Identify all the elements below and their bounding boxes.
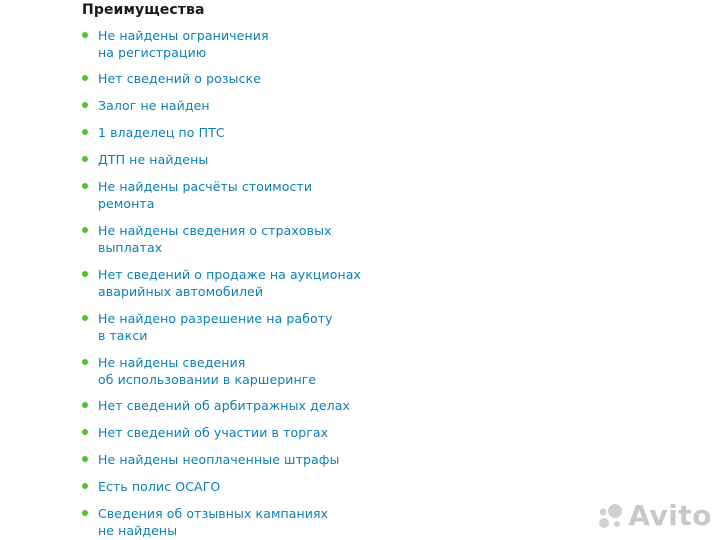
list-item <box>82 27 382 61</box>
bullet-icon <box>82 402 88 408</box>
item-line-2: ремонта <box>98 196 155 211</box>
item-line-1: Не найдено разрешение на работу <box>98 311 333 326</box>
avito-watermark <box>596 499 712 532</box>
item-line-2: в такси <box>98 328 148 343</box>
bullet-icon <box>82 75 88 81</box>
item-line-2: на регистрацию <box>98 45 207 60</box>
bullet-icon <box>82 102 88 108</box>
item-line-1: Нет сведений о розыске <box>98 71 262 86</box>
list-item <box>82 451 382 468</box>
bullet-icon <box>82 510 88 516</box>
list-item <box>82 124 382 141</box>
item-line-1: Не найдены расчёты стоимости <box>98 179 313 194</box>
bullet-icon <box>82 227 88 233</box>
list-item <box>82 478 382 495</box>
item-line-2: об использовании в каршеринге <box>98 372 317 387</box>
item-line-1: Есть полис ОСАГО <box>98 479 221 494</box>
list-item <box>82 151 382 168</box>
list-item <box>82 222 382 256</box>
list-item <box>82 178 382 212</box>
bullet-icon <box>82 156 88 162</box>
bullet-icon <box>82 483 88 489</box>
avito-logo-text: Avito <box>628 499 712 532</box>
bullet-icon <box>82 32 88 38</box>
list-item <box>82 397 382 414</box>
item-line-1: Не найдены сведения о страховых <box>98 223 332 238</box>
list-item <box>82 310 382 344</box>
item-line-1: 1 владелец по ПТС <box>98 125 225 140</box>
item-line-1: Нет сведений об участии в торгах <box>98 425 329 440</box>
list-item <box>82 266 382 300</box>
item-line-2: не найдены <box>98 523 178 538</box>
section-title: Преимущества <box>82 2 205 18</box>
list-item <box>82 354 382 388</box>
item-line-1: Не найдены сведения <box>98 355 246 370</box>
bullet-icon <box>82 271 88 277</box>
bullet-icon <box>82 315 88 321</box>
item-line-1: Нет сведений об арбитражных делах <box>98 398 350 413</box>
item-line-1: Не найдены ограничения <box>98 28 269 43</box>
list-item <box>82 97 382 114</box>
bullet-icon <box>82 183 88 189</box>
item-line-1: Залог не найден <box>98 98 210 113</box>
item-line-1: ДТП не найдены <box>98 152 209 167</box>
list-item <box>82 424 382 441</box>
list-item <box>82 70 382 87</box>
avito-logo-icon <box>596 503 624 529</box>
item-line-1: Сведения об отзывных кампаниях <box>98 506 329 521</box>
item-line-2: выплатах <box>98 240 163 255</box>
bullet-icon <box>82 456 88 462</box>
bullet-icon <box>82 429 88 435</box>
list-item <box>82 505 382 539</box>
bullet-icon <box>82 129 88 135</box>
item-line-2: аварийных автомобилей <box>98 284 264 299</box>
bullet-icon <box>82 359 88 365</box>
item-line-1: Не найдены неоплаченные штрафы <box>98 452 340 467</box>
item-line-1: Нет сведений о продаже на аукционах <box>98 267 362 282</box>
